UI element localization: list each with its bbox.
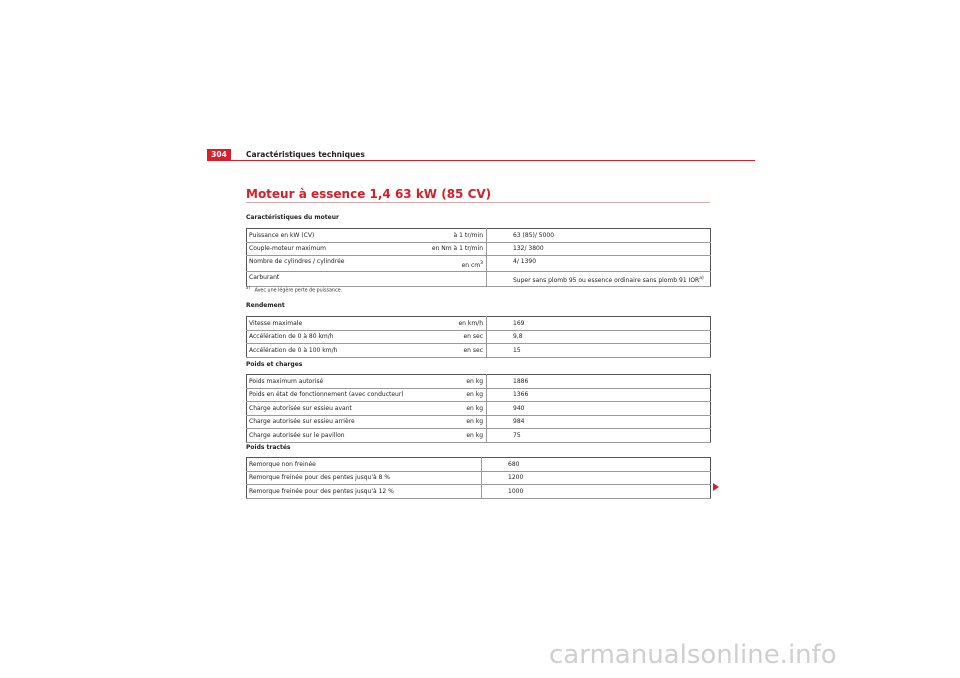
table-row [247,317,711,331]
table-row [247,330,711,344]
row-unit: en Nm à 1 tr/min [426,242,487,256]
footnote-text: Avec une légère perte de puissance. [254,288,343,294]
row-unit: en kg [426,402,487,416]
next-page-arrow-icon [713,483,719,491]
row-unit: en km/h [426,317,487,331]
row-unit [426,256,487,272]
row-label: Nombre de cylindres / cylindrée [247,256,427,272]
footnote [246,285,342,294]
engine-table [246,228,711,287]
row-label: Remorque freinée pour des pentes jusqu'à 12 % [247,485,482,499]
row-value: 4/ 1390 [487,256,711,272]
table-row [247,402,711,416]
weights-table [246,374,711,443]
row-label: Couple-moteur maximum [247,242,427,256]
header-divider [207,160,755,161]
row-value: 63 (85)/ 5000 [487,229,711,243]
row-unit [426,271,487,287]
row-value: 1366 [487,388,711,402]
row-value: 984 [487,415,711,429]
row-value: 169 [487,317,711,331]
unit-text: en cm [461,261,481,269]
row-label: Vitesse maximale [247,317,427,331]
table-row [247,229,711,243]
page-number: 304 [207,149,231,161]
performance-table [246,316,711,358]
row-value: 75 [487,429,711,443]
row-label: Accélération de 0 à 80 km/h [247,330,427,344]
row-label: Poids maximum autorisé [247,375,427,389]
table-row [247,429,711,443]
footnote-ref: a) [699,276,704,281]
footnote-mark: a) [246,285,251,290]
header-title: Caractéristiques techniques [246,150,365,159]
page-title: Moteur à essence 1,4 63 kW (85 CV) [246,187,492,201]
row-unit: en sec [426,344,487,358]
watermark: carmanualsonline.info [549,640,837,670]
row-value: 940 [487,402,711,416]
table-row [247,344,711,358]
row-value: 1886 [487,375,711,389]
row-unit: en kg [426,415,487,429]
row-label: Charge autorisée sur essieu arrière [247,415,427,429]
table-row [247,256,711,272]
table-row [247,471,711,485]
unit-superscript: 3 [480,260,483,266]
table-row [247,415,711,429]
towing-table [246,457,711,499]
table-row [247,388,711,402]
section-title-weights: Poids et charges [246,361,303,368]
section-title-towing: Poids tractés [246,444,291,451]
row-label: Puissance en kW (CV) [247,229,427,243]
row-value: 15 [487,344,711,358]
row-unit: en kg [426,429,487,443]
row-unit: en kg [426,375,487,389]
section-title-performance: Rendement [246,302,285,309]
row-label: Charge autorisée sur le pavillon [247,429,427,443]
row-value [487,271,711,287]
section-title-engine: Caractéristiques du moteur [246,214,339,221]
row-label: Remorque freinée pour des pentes jusqu'à 8 % [247,471,482,485]
row-unit: en kg [426,388,487,402]
row-value: 9,8 [487,330,711,344]
fuel-text: Super sans plomb 95 ou essence ordinaire sans plomb 91 IOR [513,277,700,284]
row-label: Remorque non freinée [247,458,482,472]
row-value: 132/ 3800 [487,242,711,256]
table-row [247,375,711,389]
row-value: 680 [482,458,711,472]
row-label: Carburant [247,271,427,287]
row-value: 1200 [482,471,711,485]
row-unit: en sec [426,330,487,344]
row-label: Accélération de 0 à 100 km/h [247,344,427,358]
row-unit: à 1 tr/min [426,229,487,243]
table-row [247,485,711,499]
title-divider [246,202,710,203]
row-label: Poids en état de fonctionnement (avec conducteur) [247,388,427,402]
row-label: Charge autorisée sur essieu avant [247,402,427,416]
table-row [247,458,711,472]
row-value: 1000 [482,485,711,499]
table-row [247,242,711,256]
